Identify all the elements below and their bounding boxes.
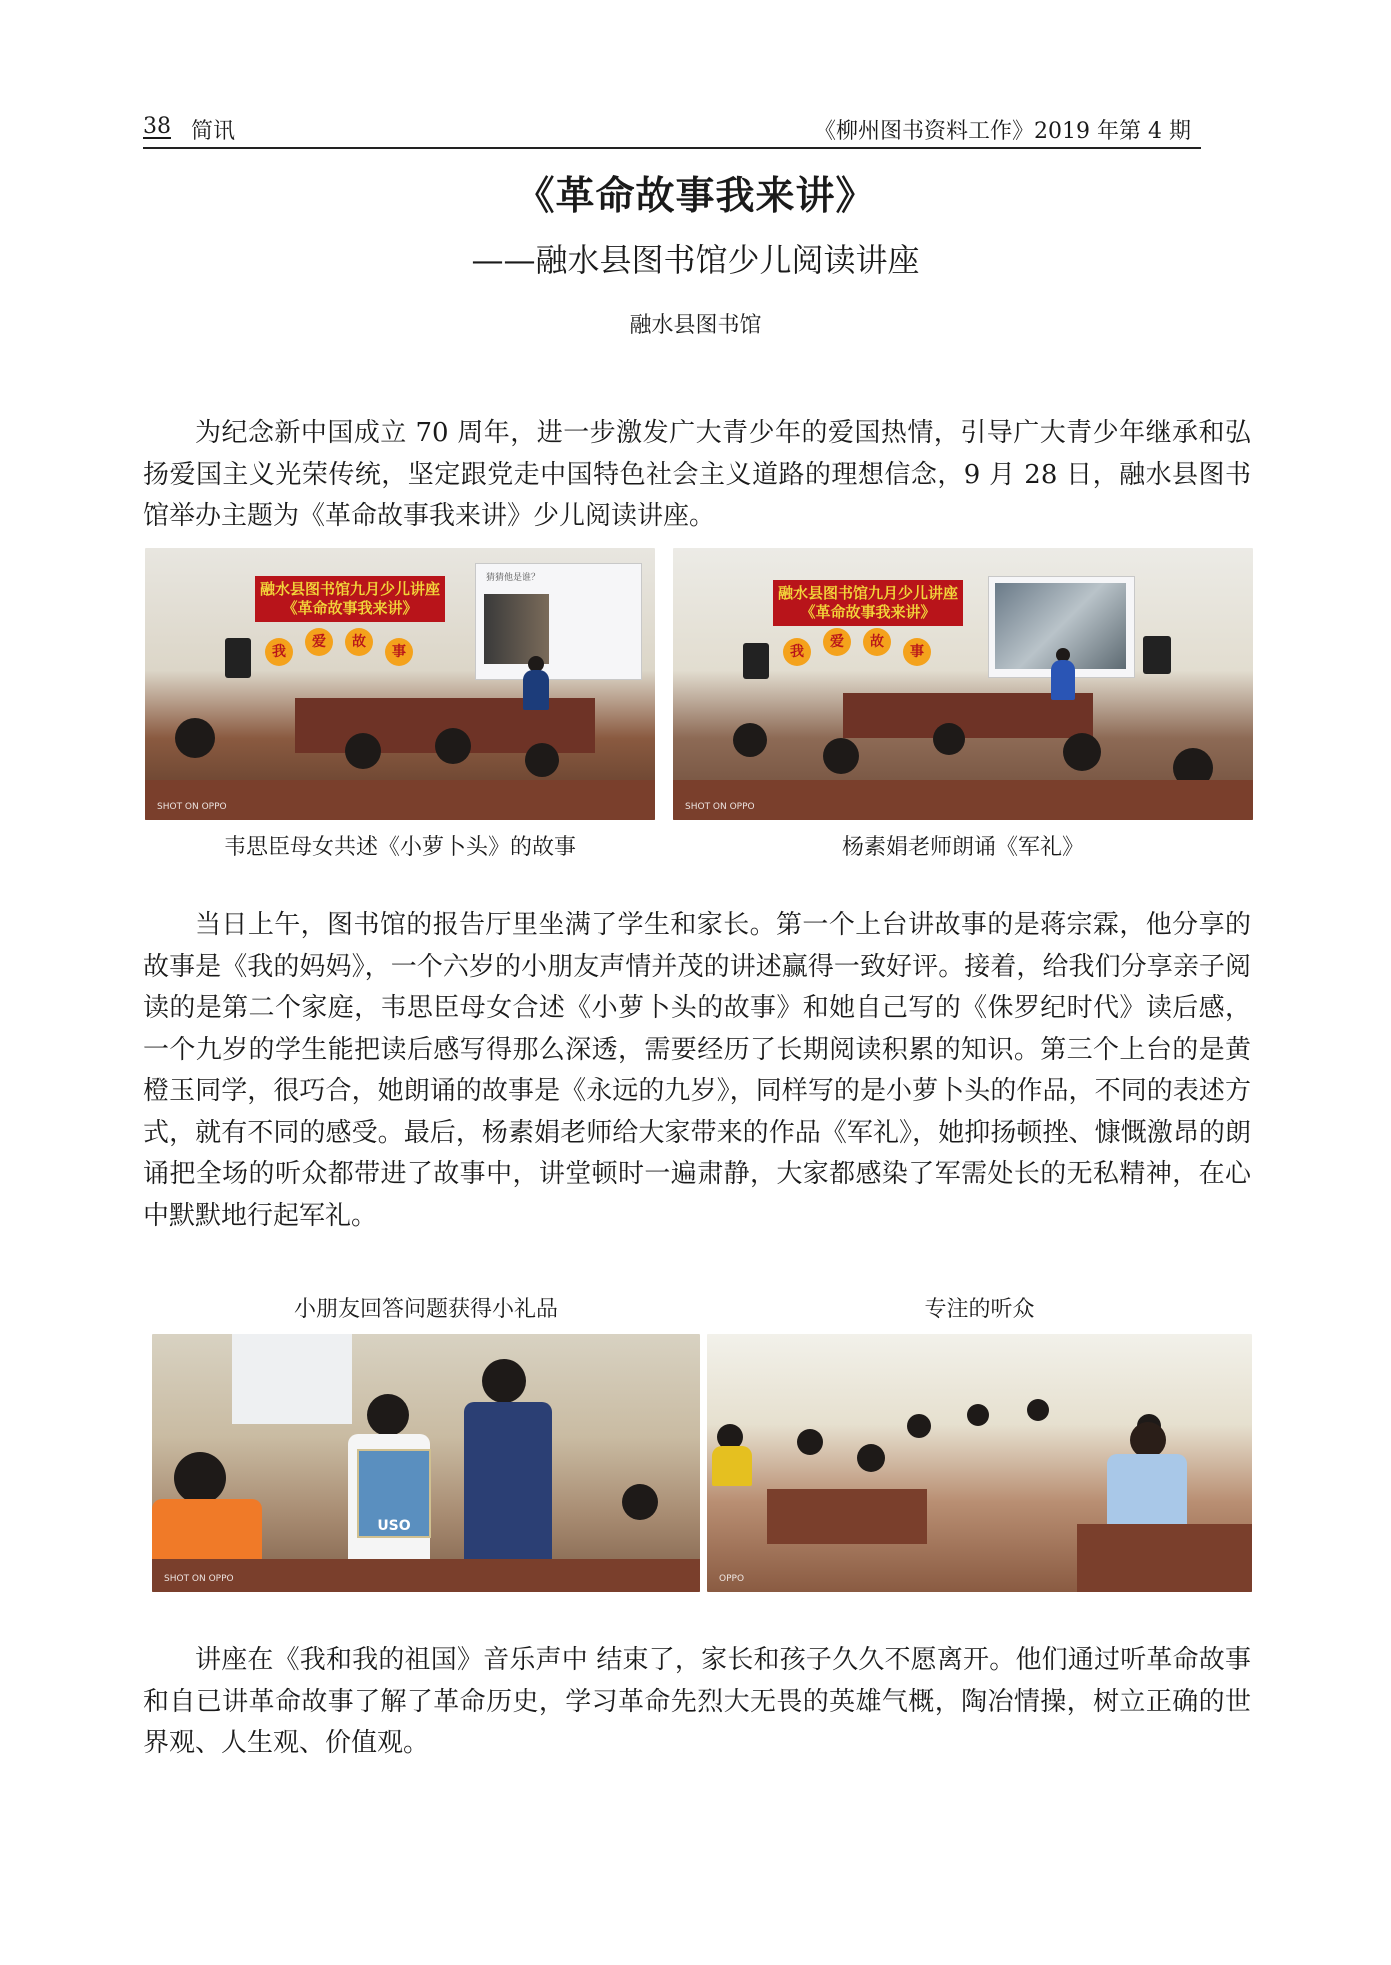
audience-head <box>435 728 471 764</box>
child-head <box>174 1452 226 1504</box>
photo-caption: 杨素娟老师朗诵《军礼》 <box>841 835 1084 860</box>
running-header <box>143 112 1201 146</box>
photo-teacher-recital <box>673 548 1253 820</box>
journal-issue: 《柳州图书资料工作》2019 年第 4 期 <box>814 119 1191 144</box>
parent-body <box>1107 1454 1187 1534</box>
banner-line-1: 融水县图书馆九月少儿讲座 <box>259 580 440 598</box>
audience-head <box>345 733 381 769</box>
section-name: 简讯 <box>191 119 236 144</box>
speaker-icon <box>743 643 769 679</box>
child-head <box>367 1394 409 1436</box>
doorway <box>232 1334 352 1424</box>
child-head <box>1027 1399 1049 1421</box>
parent-head <box>1130 1422 1166 1458</box>
audience-head <box>1063 733 1101 771</box>
article-title: 《革命故事我来讲》 <box>515 173 876 219</box>
photo-caption: 韦思臣母女共述《小萝卜头》的故事 <box>223 835 576 860</box>
balloon-4: 事 <box>385 638 413 666</box>
photo-attentive-audience <box>707 1334 1252 1592</box>
balloon-1: 我 <box>783 638 811 666</box>
balloon-1: 我 <box>265 638 293 666</box>
lecture-banner <box>255 576 445 622</box>
child-head <box>622 1484 658 1520</box>
child-head <box>967 1404 989 1426</box>
teacher-head <box>482 1359 526 1403</box>
article-subtitle: ——融水县图书馆少儿阅读讲座 <box>471 241 920 279</box>
speaker-icon <box>1143 636 1171 674</box>
banner-line-2: 《革命故事我来讲》 <box>282 599 418 617</box>
balloon-4: 事 <box>903 638 931 666</box>
audience-head <box>175 718 215 758</box>
screen-caption: 猜猜他是谁？ <box>486 573 541 583</box>
balloon-2: 爱 <box>305 628 333 656</box>
child-body <box>712 1446 752 1486</box>
audience-head <box>823 738 859 774</box>
child-head <box>857 1444 885 1472</box>
audience-seats <box>673 780 1253 820</box>
paragraph-intro: 为纪念新中国成立 70 周年，进一步激发广大青少年的爱国热情，引导广大青少年继承和弘扬爱国主义光荣传统，坚定跟党走中国特色社会主义道路的理想信念，9 月 28 日，融水县图书馆举办主题为《革命故事我来讲》少儿阅读讲座。 <box>143 418 1251 531</box>
banner-line-2: 《革命故事我来讲》 <box>800 603 936 621</box>
banner-line-1: 融水县图书馆九月少儿讲座 <box>777 584 958 602</box>
photo-prize-giving <box>152 1334 700 1592</box>
paragraph-conclusion: 讲座在《我和我的祖国》音乐声中 结束了，家长和孩子久久不愿离开。他们通过听革命故事和自已讲革命故事了解了革命历史，学习革命先烈大无畏的英雄气概，陶冶情操，树立正确的世界观、人生观、价值观。 <box>143 1645 1251 1758</box>
camera-watermark: SHOT ON OPPO <box>157 802 227 812</box>
screen-photo <box>484 594 549 664</box>
camera-watermark: SHOT ON OPPO <box>685 802 755 812</box>
page-number: 38 <box>143 114 171 139</box>
audience-head <box>525 743 559 777</box>
classroom-desks <box>152 1559 700 1592</box>
balloon-2: 爱 <box>823 628 851 656</box>
presenter-body <box>523 670 549 710</box>
classroom-desk <box>767 1489 927 1544</box>
photo-mother-daughter-story <box>145 548 655 820</box>
article-author: 融水县图书馆 <box>629 313 762 338</box>
prize-book: USO <box>357 1449 431 1538</box>
header-rule <box>143 147 1201 149</box>
audience-head <box>933 723 965 755</box>
photo-caption: 小朋友回答问题获得小礼品 <box>293 1297 558 1322</box>
camera-watermark: OPPO <box>719 1574 745 1584</box>
balloon-3: 故 <box>863 628 891 656</box>
camera-watermark: SHOT ON OPPO <box>164 1574 234 1584</box>
audience-seats <box>145 780 655 820</box>
lecture-banner <box>773 580 963 626</box>
projection-screen <box>475 563 642 680</box>
audience-head <box>733 723 767 757</box>
photo-caption: 专注的听众 <box>924 1297 1035 1322</box>
child-head <box>797 1429 823 1455</box>
presenter-body <box>1051 660 1075 700</box>
paragraph-event: 当日上午，图书馆的报告厅里坐满了学生和家长。第一个上台讲故事的是蒋宗霖，他分享的故事是《我的妈妈》，一个六岁的小朋友声情并茂的讲述赢得一致好评。接着，给我们分享亲子阅读的是第二个家庭，韦思臣母女合述《小萝卜头的故事》和她自己写的《侏罗纪时代》读后感，一个九岁的学生能把读后感写得那么深透，需要经历了长期阅读积累的知识。第三个上台的是黄橙玉同学，很巧合，她朗诵的故事是《永远的九岁》，同样写的是小萝卜头的作品，不同的表述方式，就有不同的感受。最后，杨素娟老师给大家带来的作品《军礼》，她抑扬顿挫、慷慨激昂的朗诵把全场的听众都带进了故事中，讲堂顿时一遍肃静，大家都感染了军需处长的无私精神，在心中默默地行起军礼。 <box>143 910 1251 1231</box>
balloon-3: 故 <box>345 628 373 656</box>
child-head <box>907 1414 931 1438</box>
classroom-desk <box>1077 1524 1252 1592</box>
speaker-icon <box>225 638 251 678</box>
